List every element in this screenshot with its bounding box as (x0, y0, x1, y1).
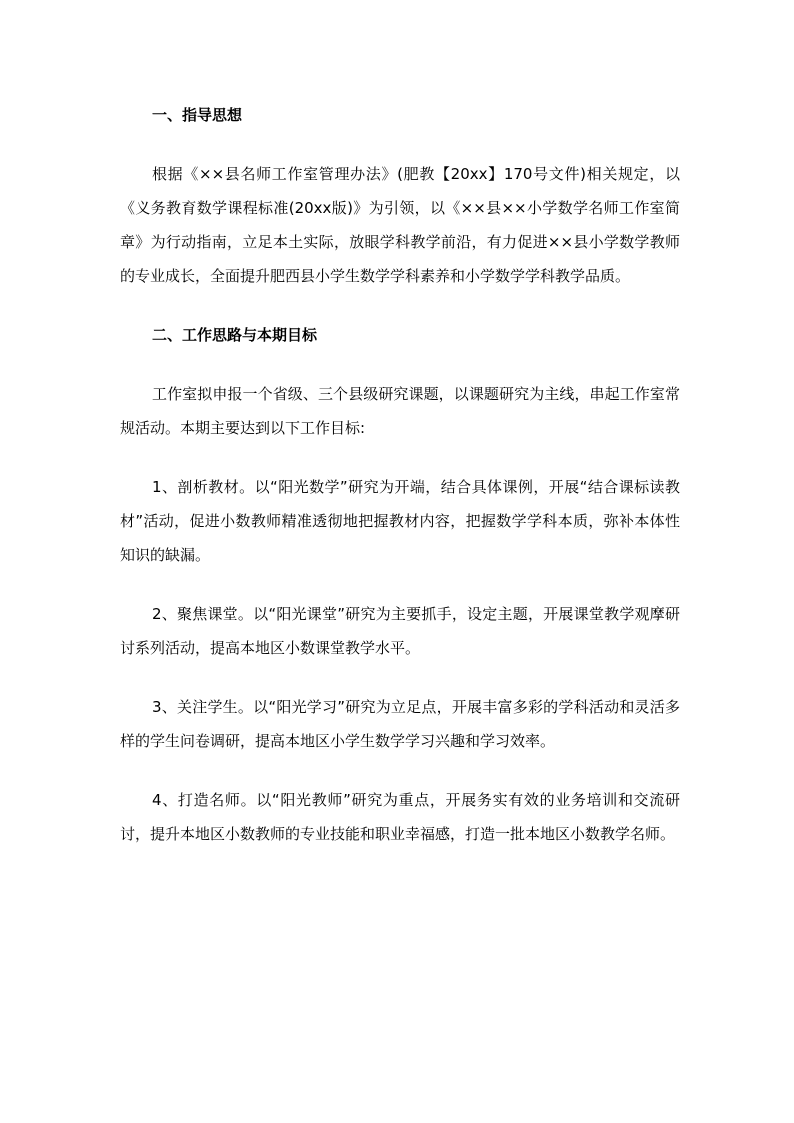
spacer (120, 758, 680, 783)
spacer (120, 572, 680, 597)
spacer (120, 352, 680, 377)
paragraph-work-intro: 工作室拟申报一个省级、三个县级研究课题，以课题研究为主线，串起工作室常规活动。本期主要达到以下工作目标: (120, 385, 680, 437)
section-heading-guiding-thought: 一、指导思想 (152, 106, 243, 124)
goal-item-4: 4、打造名师。以“阳光教师”研究为重点，开展务实有效的业务培训和交流研讨，提升本地区小数教师的专业技能和职业幸福感，打造一批本地区小数教学名师。 (120, 791, 680, 843)
spacer (120, 665, 680, 690)
document-page (120, 98, 680, 851)
spacer (120, 445, 680, 470)
paragraph-guiding-thought: 根据《××县名师工作室管理办法》(肥教【20xx】170号文件)相关规定，以《义务教育数学课程标准(20xx版)》为引领，以《××县××小学数学名师工作室简章》为行动指南，立足本土实际，放眼学科教学前沿，有力促进××县小学数学教师的专业成长，全面提升肥西县小学生数学学科素养和小学数学学科教学品质。 (120, 165, 680, 285)
goal-item-3: 3、关注学生。以“阳光学习”研究为立足点，开展丰富多彩的学科活动和灵活多样的学生问卷调研，提高本地区小学生数学学习兴趣和学习效率。 (120, 698, 680, 750)
goal-item-1: 1、剖析教材。以“阳光数学”研究为开端，结合具体课例，开展“结合课标读教材”活动，促进小数教师精准透彻地把握教材内容，把握数学学科本质，弥补本体性知识的缺漏。 (120, 478, 680, 564)
section-heading-work-ideas: 二、工作思路与本期目标 (152, 326, 318, 344)
spacer (120, 132, 680, 157)
goal-item-2: 2、聚焦课堂。以“阳光课堂”研究为主要抓手，设定主题，开展课堂教学观摩研讨系列活动，提高本地区小数课堂教学水平。 (120, 605, 680, 657)
spacer (120, 293, 680, 318)
